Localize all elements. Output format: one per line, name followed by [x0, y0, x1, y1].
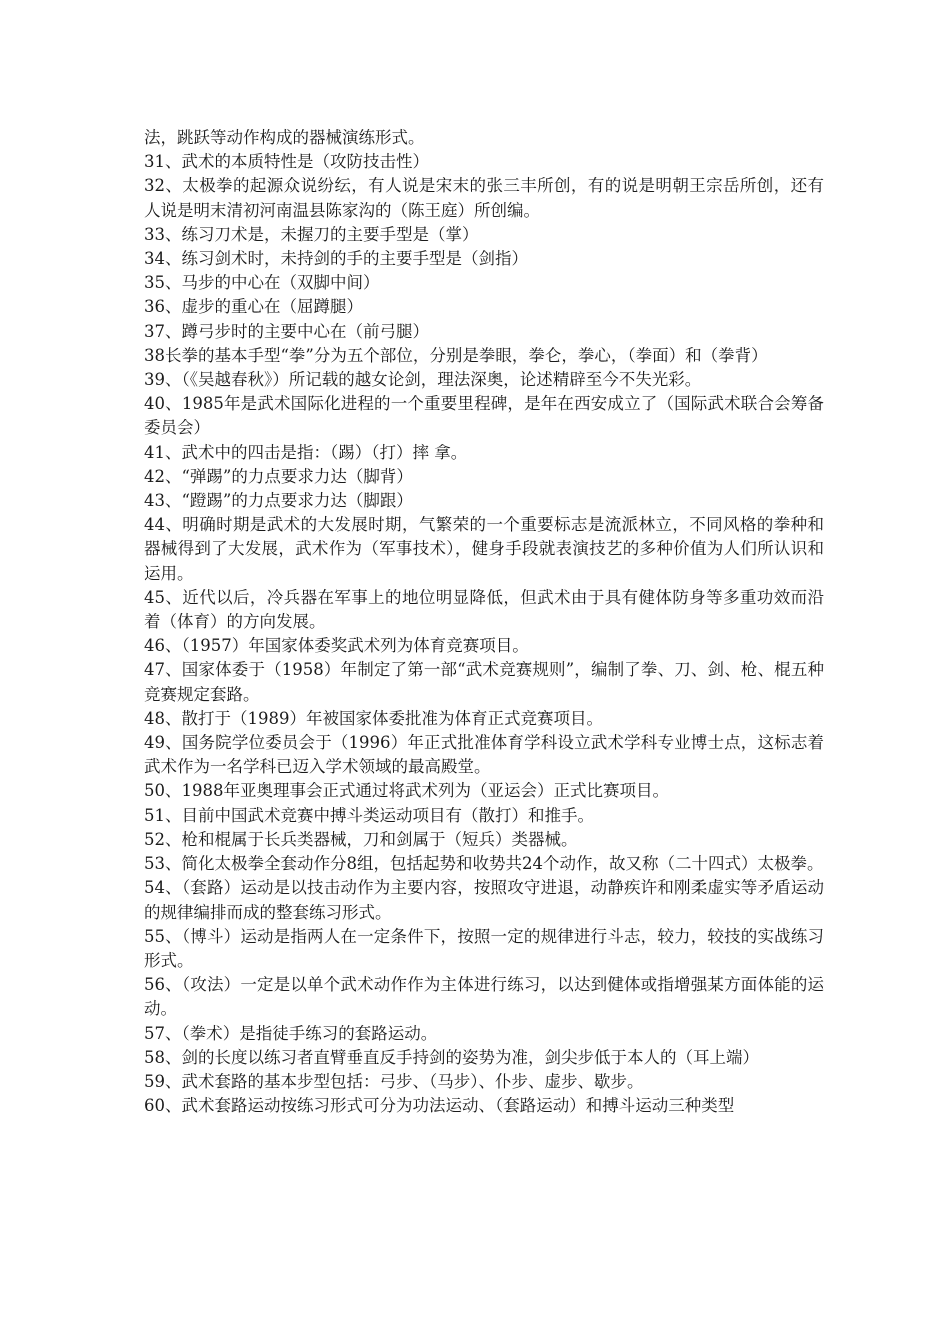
paragraph-59: 59、武术套路的基本步型包括：弓步、（马步）、仆步、虚步、歇步。	[144, 1071, 644, 1091]
paragraph-42: 42、“弹踢”的力点要求力达（脚背）	[144, 466, 413, 486]
paragraph-38: 38长拳的基本手型“拳”分为五个部位，分别是拳眼，拳仑，拳心，（拳面）和（拳背）	[144, 345, 768, 365]
paragraph-31: 31、武术的本质特性是（攻防技击性）	[144, 152, 429, 172]
paragraph-45: 45、近代以后，冷兵器在军事上的地位明显降低，但武术由于具有健体防身等多重功效而沿着（体育）的方向发展。	[144, 587, 824, 632]
document-body	[144, 126, 824, 1118]
paragraph-35: 35、马步的中心在（双脚中间）	[144, 273, 380, 293]
paragraph-50: 50、1988年亚奥理事会正式通过将武术列为（亚运会）正式比赛项目。	[144, 781, 669, 801]
paragraph-34: 34、练习剑术时，未持剑的手的主要手型是（剑指）	[144, 249, 528, 269]
paragraph-41: 41、武术中的四击是指：（踢）（打）摔 拿。	[144, 442, 468, 462]
paragraph-58: 58、剑的长度以练习者直臂垂直反手持剑的姿势为准，剑尖步低于本人的（耳上端）	[144, 1047, 759, 1067]
paragraph-51: 51、目前中国武术竞赛中搏斗类运动项目有（散打）和推手。	[144, 805, 594, 825]
paragraph-continuation: 法，跳跃等动作构成的器械演练形式。	[144, 128, 425, 147]
paragraph-44: 44、明确时期是武术的大发展时期，气繁荣的一个重要标志是流派林立，不同风格的拳种和器械得到了大发展，武术作为（军事技术），健身手段就表演技艺的多种价值为人们所认识和运用。	[144, 515, 824, 583]
paragraph-32: 32、太极拳的起源众说纷纭，有人说是宋末的张三丰所创，有的说是明朝王宗岳所创，还有人说是明末清初河南温县陈家沟的（陈王庭）所创编。	[144, 176, 824, 220]
paragraph-43: 43、“蹬踢”的力点要求力达（脚跟）	[144, 491, 413, 511]
paragraph-37: 37、蹲弓步时的主要中心在（前弓腿）	[144, 321, 429, 341]
paragraph-53: 53、简化太极拳全套动作分8组，包括起势和收势共24个动作，故又称（二十四式）太极拳。	[144, 854, 824, 874]
paragraph-47: 47、国家体委于（1958）年制定了第一部“武术竞赛规则”，编制了拳、刀、剑、枪、棍五种竞赛规定套路。	[144, 660, 824, 704]
paragraph-39: 39、（《吴越春秋》）所记载的越女论剑，理法深奥，论述精辟至今不失光彩。	[144, 370, 702, 390]
paragraph-54: 54、（套路）运动是以技击动作为主要内容，按照攻守进退，动静疾许和刚柔虚实等矛盾运动的规律编排而成的整套练习形式。	[144, 878, 824, 922]
paragraph-46: 46、（1957）年国家体委奖武术列为体育竞赛项目。	[144, 636, 529, 656]
paragraph-56: 56、（攻法）一定是以单个武术动作作为主体进行练习，以达到健体或指增强某方面体能的运动。	[144, 975, 824, 1019]
paragraph-36: 36、虚步的重心在（屈蹲腿）	[144, 297, 363, 317]
paragraph-49: 49、国务院学位委员会于（1996）年正式批准体育学科设立武术学科专业博士点，这标志着武术作为一名学科已迈入学术领域的最高殿堂。	[144, 733, 824, 777]
paragraph-52: 52、枪和棍属于长兵类器械，刀和剑属于（短兵）类器械。	[144, 829, 578, 849]
paragraph-48: 48、散打于（1989）年被国家体委批准为体育正式竞赛项目。	[144, 708, 603, 728]
paragraph-57: 57、（拳术）是指徒手练习的套路运动。	[144, 1023, 438, 1043]
paragraph-60: 60、武术套路运动按练习形式可分为功法运动、（套路运动）和搏斗运动三种类型	[144, 1096, 735, 1116]
paragraph-55: 55、（博斗）运动是指两人在一定条件下，按照一定的规律进行斗志，较力，较技的实战练习形式。	[144, 926, 824, 970]
paragraph-33: 33、练习刀术是，未握刀的主要手型是（掌）	[144, 224, 479, 244]
paragraph-40: 40、1985年是武术国际化进程的一个重要里程碑，是年在西安成立了（国际武术联合会筹备委员会）	[144, 394, 824, 438]
